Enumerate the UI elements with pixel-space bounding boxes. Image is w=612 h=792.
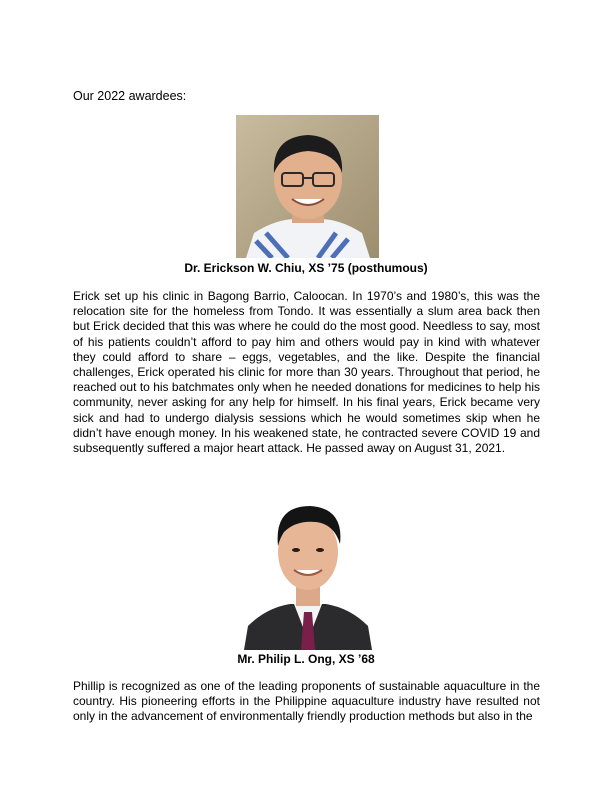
awardee-bio-2: Phillip is recognized as one of the leading proponents of sustainable aquaculture in the country. His pioneering efforts in the Philippine aquaculture industry have resulted not only in the advancement of environmentally friendly production methods but also in the — [73, 679, 540, 724]
awardee-bio-1: Erick set up his clinic in Bagong Barrio, Caloocan. In 1970’s and 1980’s, this was the relocation site for the homeless from Tondo. It was essentially a slum area back then but Erick decided that this was where he could do the most good. Needless to say, most of his patients couldn’t afford to pay him and others would pay in kind with whatever they could afford to share – eggs, vegetables, and the like. Despite the financial challenges, Erick operated his clinic for more than 30 years. Throughout that period, he reached out to his batchmates only when he needed donations for medicines to help his community, never asking for any help for himself. In his final years, Erick became very sick and had to undergo dialysis sessions which he would sometimes skip when he didn’t have enough money. In his weakened state, he contracted severe COVID 19 and subsequently suffered a major heart attack. He passed away on August 31, 2021. — [73, 289, 540, 456]
portrait-photo-ong — [244, 490, 372, 650]
intro-text: Our 2022 awardees: — [73, 89, 187, 103]
portrait-photo-chiu — [236, 115, 379, 258]
awardee-caption-2: Mr. Philip L. Ong, XS ’68 — [237, 652, 375, 666]
awardee-caption-1: Dr. Erickson W. Chiu, XS ’75 (posthumous) — [184, 261, 428, 275]
